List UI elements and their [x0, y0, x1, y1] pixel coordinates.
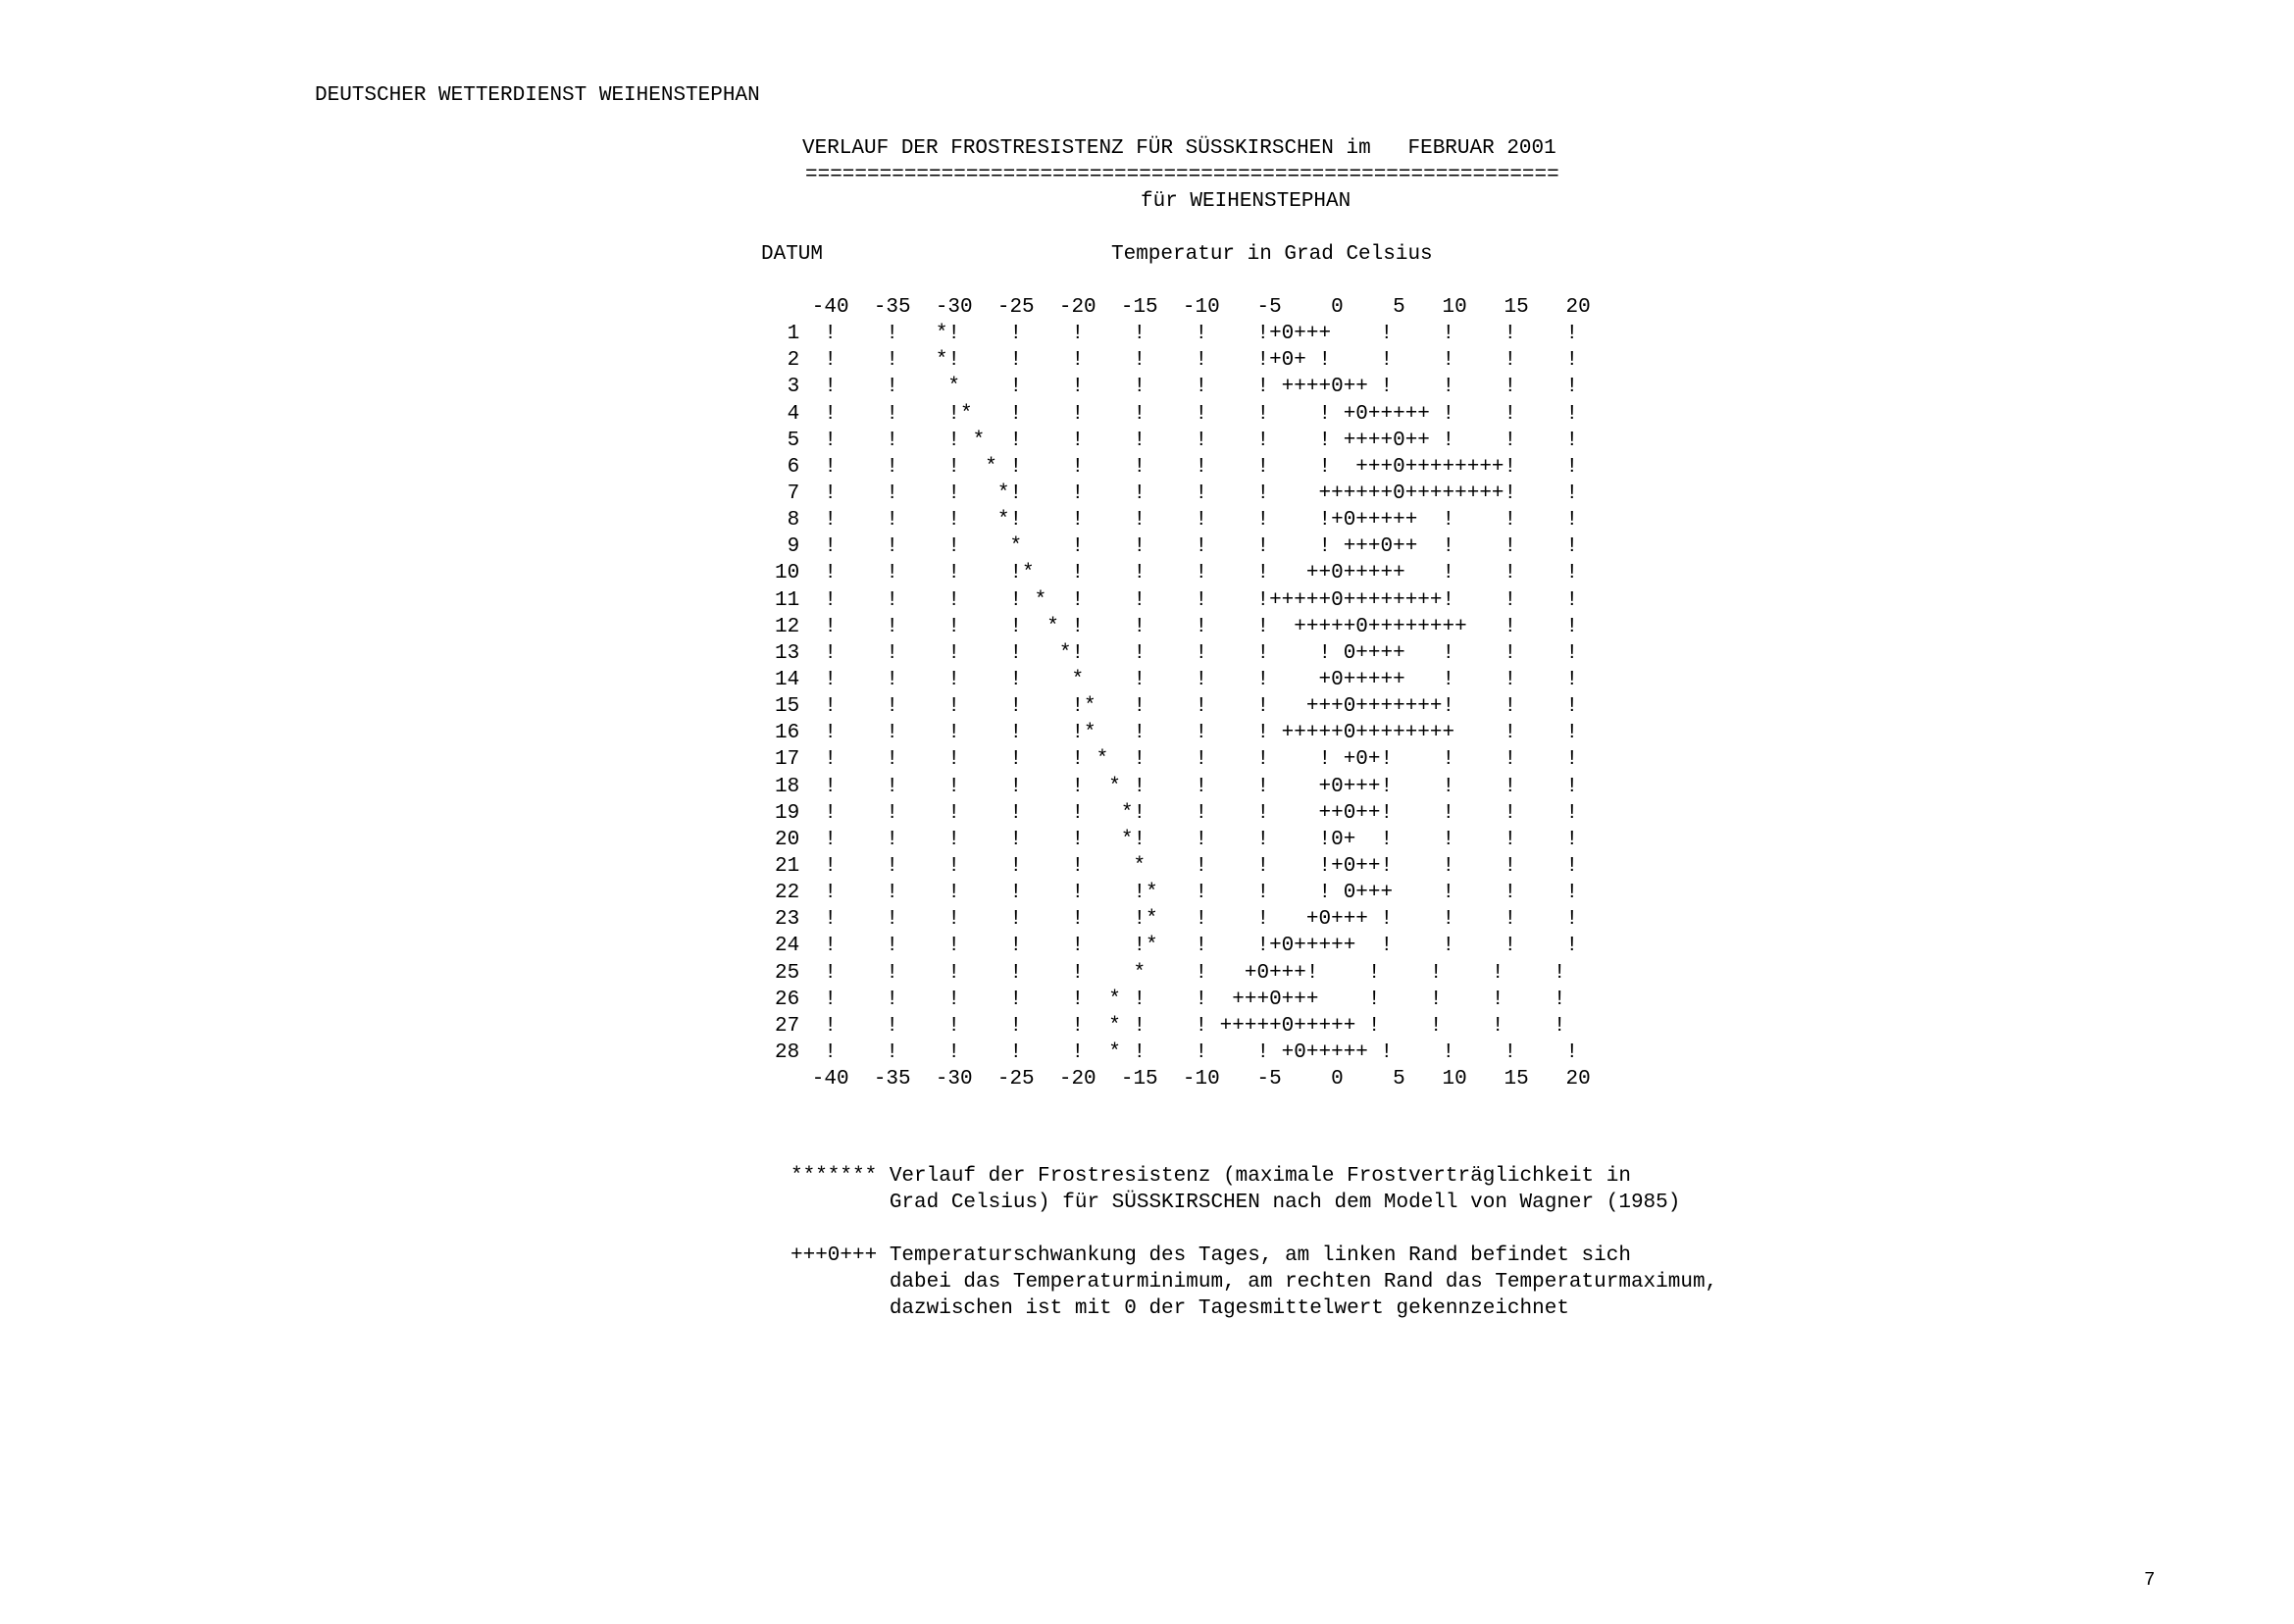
legend-item [790, 1163, 1717, 1216]
plot-row: 15 ! ! ! ! !* ! ! ! +++0+++++++! ! ! [775, 695, 1579, 719]
legend-line: Grad Celsius) für SÜSSKIRSCHEN nach dem Modell von Wagner (1985) [790, 1192, 1681, 1214]
plot-row: 27 ! ! ! ! ! * ! ! +++++0+++++ ! ! ! ! [775, 1014, 1566, 1038]
plot-row: 13 ! ! ! ! *! ! ! ! ! 0++++ ! ! ! [775, 641, 1579, 665]
legend-line: dazwischen ist mit 0 der Tagesmittelwert gekennzeichnet [790, 1297, 1569, 1320]
plot-row: 14 ! ! ! ! * ! ! ! +0+++++ ! ! ! [775, 668, 1579, 691]
plot-row: 28 ! ! ! ! ! * ! ! ! +0+++++ ! ! ! ! [775, 1040, 1579, 1064]
plot-row: 1 ! ! *! ! ! ! ! !+0+++ ! ! ! ! [775, 323, 1579, 346]
plot-row: 5 ! ! ! * ! ! ! ! ! ! ++++0++ ! ! ! [775, 429, 1579, 452]
plot-row: 24 ! ! ! ! ! !* ! !+0+++++ ! ! ! ! [775, 935, 1579, 958]
plot-row: 19 ! ! ! ! ! *! ! ! ++0++! ! ! ! [775, 801, 1579, 825]
plot-row: 3 ! ! * ! ! ! ! ! ++++0++ ! ! ! ! [775, 376, 1579, 399]
plot-row: 20 ! ! ! ! ! *! ! ! !0+ ! ! ! ! [775, 828, 1579, 851]
axis-bottom: -40 -35 -30 -25 -20 -15 -10 -5 0 5 10 15 20 [775, 1068, 1591, 1091]
legend-item [790, 1243, 1717, 1322]
plot-row: 6 ! ! ! * ! ! ! ! ! ! +++0++++++++! ! [775, 455, 1579, 479]
plot-row: 23 ! ! ! ! ! !* ! ! +0+++ ! ! ! ! [775, 908, 1579, 932]
plot-row: 18 ! ! ! ! ! * ! ! ! +0+++! ! ! ! [775, 775, 1579, 798]
legend-line: +++0+++ Temperaturschwankung des Tages, am linken Rand befindet sich [790, 1244, 1631, 1267]
legend-line: ******* Verlauf der Frostresistenz (maximale Frostverträglichkeit in [790, 1165, 1631, 1188]
plot-row: 16 ! ! ! ! !* ! ! ! +++++0++++++++ ! ! [775, 722, 1579, 745]
plot-row: 17 ! ! ! ! ! * ! ! ! ! +0+! ! ! ! [775, 748, 1579, 772]
plot-row: 9 ! ! ! * ! ! ! ! ! +++0++ ! ! ! [775, 535, 1579, 559]
title-underline: ============================================================= [805, 164, 1559, 186]
plot-row: 8 ! ! ! *! ! ! ! ! !+0+++++ ! ! ! [775, 509, 1579, 533]
datum-label: DATUM [761, 243, 824, 266]
plot-rows [775, 321, 1591, 1066]
plot-row: 21 ! ! ! ! ! * ! ! !+0++! ! ! ! [775, 854, 1579, 878]
legend [790, 1163, 1717, 1348]
plot-row: 10 ! ! ! !* ! ! ! ! ++0+++++ ! ! ! [775, 562, 1579, 585]
plot-row: 4 ! ! !* ! ! ! ! ! ! +0+++++ ! ! ! [775, 402, 1579, 426]
plot-row: 12 ! ! ! ! * ! ! ! ! +++++0++++++++ ! ! [775, 615, 1579, 638]
frost-resistance-plot [775, 294, 1591, 1092]
plot-row: 7 ! ! ! *! ! ! ! ! ++++++0++++++++! ! [775, 482, 1579, 505]
page-subtitle: für WEIHENSTEPHAN [1141, 190, 1351, 213]
axis-caption: Temperatur in Grad Celsius [1111, 243, 1433, 266]
plot-row: 11 ! ! ! ! * ! ! ! !+++++0++++++++! ! ! [775, 588, 1579, 612]
page-number: 7 [2144, 1569, 2156, 1591]
plot-row: 25 ! ! ! ! ! * ! +0+++! ! ! ! ! [775, 961, 1566, 985]
axis-top: -40 -35 -30 -25 -20 -15 -10 -5 0 5 10 15 20 [775, 296, 1591, 319]
page-title: VERLAUF DER FROSTRESISTENZ FÜR SÜSSKIRSCHEN im FEBRUAR 2001 [802, 137, 1556, 160]
legend-line: dabei das Temperaturminimum, am rechten Rand das Temperaturmaximum, [790, 1271, 1718, 1294]
plot-row: 2 ! ! *! ! ! ! ! !+0+ ! ! ! ! ! [775, 349, 1579, 373]
plot-row: 26 ! ! ! ! ! * ! ! +++0+++ ! ! ! ! [775, 988, 1566, 1011]
header-organization: DEUTSCHER WETTERDIENST WEIHENSTEPHAN [315, 84, 760, 107]
plot-row: 22 ! ! ! ! ! !* ! ! ! 0+++ ! ! ! [775, 882, 1579, 905]
